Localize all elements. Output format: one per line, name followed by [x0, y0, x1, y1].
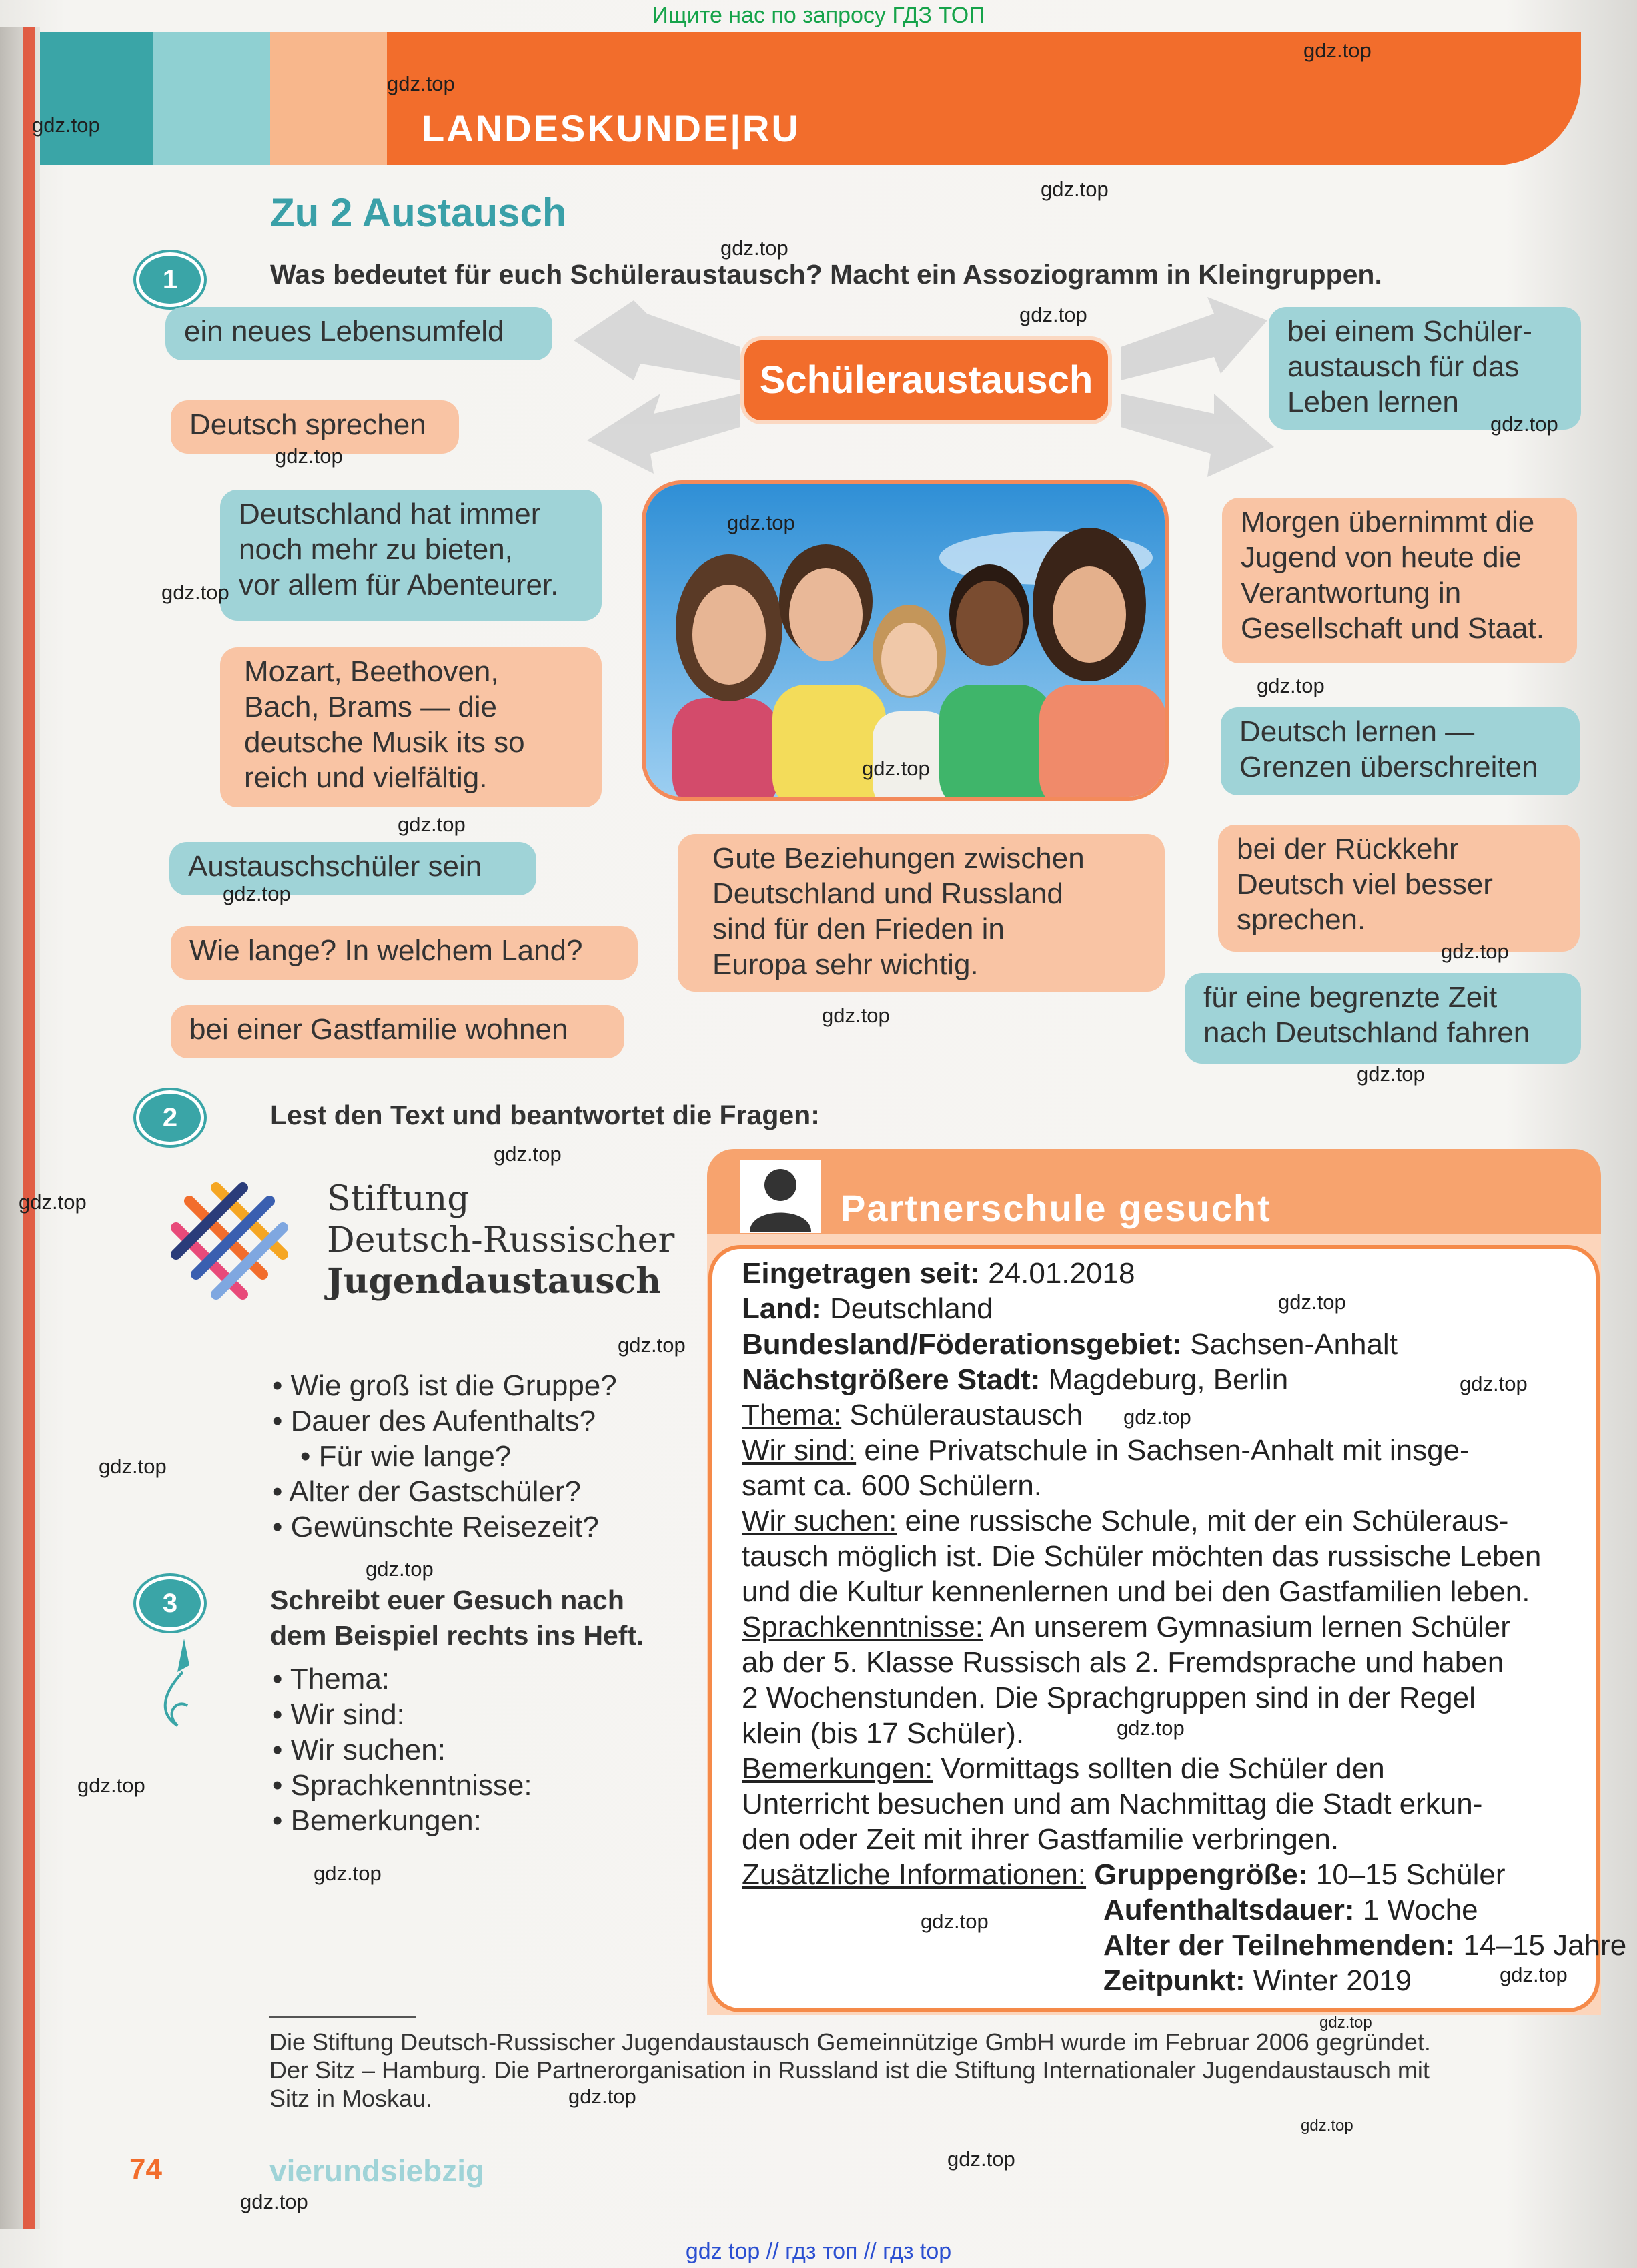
question-item: • Dauer des Aufenthalts? [272, 1403, 617, 1439]
watermark: gdz.top [1278, 1290, 1346, 1314]
template-item: • Bemerkungen: [272, 1803, 532, 1838]
bubble-line: vor allem für Abenteurer. [239, 569, 559, 601]
field-label: Land: [742, 1292, 822, 1325]
footnote-line: Der Sitz – Hamburg. Die Partnerorganisation in Russland ist die Stiftung Internationaler Jugendaustausch mit [269, 2056, 1430, 2084]
bubble-line: austausch für das [1287, 350, 1520, 383]
bubble-begrenzte-zeit [1185, 973, 1581, 1064]
field-value: Deutschland [830, 1292, 993, 1325]
card-title: Partnerschule gesucht [841, 1187, 1271, 1229]
bubble-line: sind für den Frieden in [712, 913, 1005, 946]
banner-peach-block [270, 32, 387, 165]
field-value: An unserem Gymnasium lernen Schüler [989, 1611, 1510, 1643]
arrow-up-left [574, 300, 740, 380]
watermark: gdz.top [494, 1142, 562, 1166]
task-1-badge: 1 [136, 252, 204, 307]
watermark: gdz.top [1500, 1963, 1568, 1986]
card-row-bemerkungen-cont: den oder Zeit mit ihrer Gastfamilie verbringen. [742, 1823, 1339, 1856]
bubble-wie-lange [171, 926, 638, 980]
bubble-mozart [220, 647, 602, 807]
template-item: • Wir sind: [272, 1697, 532, 1732]
watermark: gdz.top [314, 1862, 382, 1885]
card-row-wirsuchen-cont: und die Kultur kennenlernen und bei den Gastfamilien leben. [742, 1575, 1530, 1608]
task-2-instruction: Lest den Text und beantwortet die Fragen: [270, 1100, 820, 1130]
logo-line: Deutsch-Russischer [327, 1220, 675, 1260]
watermark: gdz.top [1460, 1372, 1528, 1395]
bubble-line: bei der Rückkehr [1237, 833, 1459, 865]
watermark: gdz.top [1357, 1062, 1425, 1086]
field-value: eine russische Schule, mit der ein Schüleraus- [905, 1505, 1509, 1537]
watermark: gdz.top [720, 236, 788, 260]
field-value: eine Privatschule in Sachsen-Anhalt mit insge- [864, 1434, 1470, 1467]
watermark: gdz.top [1490, 412, 1558, 436]
foundation-logo-icon [163, 1174, 296, 1308]
logo-line: Stiftung [327, 1179, 470, 1219]
watermark: gdz.top [947, 2147, 1015, 2171]
question-item: • Wie groß ist die Gruppe? [272, 1368, 617, 1403]
arrow-down-left [587, 394, 740, 474]
task-3-badge: 3 [136, 1576, 204, 1631]
watermark: gdz.top [1019, 303, 1087, 326]
bubble-line: Deutschland hat immer [239, 498, 541, 530]
footnote-line: Sitz in Moskau. [269, 2085, 433, 2112]
instruction-line: dem Beispiel rechts ins Heft. [270, 1620, 644, 1651]
field-label: Gruppengröße: [1094, 1858, 1308, 1891]
watermark: gdz.top [366, 1557, 434, 1581]
bubble-line: noch mehr zu bieten, [239, 533, 513, 566]
watermark: gdz.top [568, 2085, 636, 2108]
watermark: gdz.top [77, 1774, 145, 1797]
question-text: Für wie lange? [318, 1440, 512, 1473]
template-item: • Thema: [272, 1661, 532, 1697]
task-2-badge: 2 [136, 1090, 204, 1145]
teenagers-photo [642, 480, 1169, 801]
field-label: Zusätzliche Informationen: [742, 1858, 1087, 1891]
instruction-line: Schreibt euer Gesuch nach [270, 1585, 624, 1615]
bubble-line: nach Deutschland fahren [1203, 1016, 1530, 1049]
watermark: gdz.top [1123, 1405, 1191, 1429]
bubble-line: für eine begrenzte Zeit [1203, 981, 1498, 1014]
field-value: 1 Woche [1362, 1894, 1478, 1926]
field-value: Winter 2019 [1253, 1964, 1412, 1997]
watermark: gdz.top [1441, 939, 1509, 963]
card-row-sprach [742, 1609, 1510, 1645]
card-row-dauer [1103, 1892, 1478, 1928]
bubble-line: Wie lange? In welchem Land? [189, 934, 583, 967]
field-label: Eingetragen seit: [742, 1257, 980, 1290]
watermark: gdz.top [727, 511, 795, 534]
watermark: gdz.top [19, 1190, 87, 1214]
card-row-bemerkungen-cont: Unterricht besuchen und am Nachmittag die Stadt erkun- [742, 1788, 1483, 1820]
card-row-zeit [1103, 1963, 1412, 1998]
field-value: Magdeburg, Berlin [1048, 1363, 1289, 1396]
card-row-wirsuchen [742, 1503, 1508, 1539]
footnote [269, 2028, 1590, 2113]
bubble-line: Leben lernen [1287, 386, 1459, 418]
watermark: gdz.top [921, 1910, 989, 1933]
field-value: Schüleraustausch [849, 1399, 1083, 1431]
spine-stripe [23, 27, 35, 2229]
watermark: gdz.top [275, 444, 343, 468]
field-value: 14–15 Jahre [1463, 1929, 1627, 1962]
bubble-line: Grenzen überschreiten [1239, 751, 1538, 783]
watermark: gdz.top [1041, 177, 1109, 201]
footnote-rule [269, 2016, 416, 2018]
bubble-line: bei einem Schüler- [1287, 315, 1532, 348]
bubble-line: Deutschland und Russland [712, 877, 1063, 910]
bubble-rueckkehr [1218, 825, 1580, 952]
bubble-line: Morgen übernimmt die [1241, 506, 1535, 538]
field-label: Nächstgrößere Stadt: [742, 1363, 1041, 1396]
card-row-eingetragen [742, 1256, 1135, 1291]
bubble-line: Verantwortung in [1241, 577, 1462, 609]
field-label: Bemerkungen: [742, 1752, 933, 1785]
field-value: Sachsen-Anhalt [1190, 1328, 1398, 1361]
bubble-deutschland-bieten [220, 490, 602, 621]
card-row-zusaetzlich [742, 1857, 1505, 1892]
field-label: Bundesland/Föderationsgebiet: [742, 1328, 1183, 1361]
foundation-logo-text [327, 1178, 674, 1302]
bubble-line: Europa sehr wichtig. [712, 948, 979, 981]
card-row-thema [742, 1397, 1083, 1433]
field-value: 10–15 Schüler [1315, 1858, 1506, 1891]
watermark: gdz.top [1303, 39, 1372, 62]
central-concept: Schüleraustausch [744, 340, 1108, 420]
task-2-questions [272, 1368, 617, 1545]
card-row-stadt [742, 1362, 1288, 1397]
bubble-line: Gesellschaft und Staat. [1241, 612, 1544, 645]
card-row-land [742, 1291, 993, 1327]
watermark: gdz.top [1117, 1716, 1185, 1740]
watermark: gdz.top [32, 113, 100, 137]
user-icon [740, 1160, 821, 1233]
bubble-line: ein neues Lebensumfeld [184, 315, 504, 348]
pen-icon [151, 1632, 211, 1732]
page-number-word: vierundsiebzig [269, 2153, 485, 2188]
bubble-leben-lernen [1269, 307, 1581, 430]
card-row-alter [1103, 1928, 1626, 1963]
watermark: gdz.top [223, 882, 291, 905]
bubble-lebensumfeld [165, 307, 552, 360]
field-label: Aufenthaltsdauer: [1103, 1894, 1355, 1926]
banner-teal-block [40, 32, 153, 165]
card-row-sprach-cont: 2 Wochenstunden. Die Sprachgruppen sind in der Regel [742, 1681, 1476, 1714]
page-number: 74 [129, 2153, 162, 2185]
bubble-line: Gute Beziehungen zwischen [712, 842, 1085, 875]
bubble-line: Jugend von heute die [1241, 541, 1522, 574]
header-title: LANDESKUNDE|RU [422, 107, 800, 149]
watermark: gdz.top [398, 813, 466, 836]
question-item: • Alter der Gastschüler? [272, 1474, 617, 1509]
logo-line: Jugendaustausch [327, 1261, 662, 1302]
watermark: gdz.top [822, 1004, 890, 1027]
task-3-instruction [270, 1583, 644, 1653]
bottom-note[interactable]: gdz top // гдз топ // гдз top [685, 2239, 952, 2264]
task-1-instruction: Was bedeutet für euch Schüleraustausch? Macht ein Assoziogramm in Kleingruppen. [270, 259, 1382, 290]
arrow-down-right [1121, 394, 1274, 477]
field-label: Zeitpunkt: [1103, 1964, 1245, 1997]
field-label: Alter der Teilnehmenden: [1103, 1929, 1456, 1962]
bubble-line: reich und vielfältig. [244, 761, 488, 794]
card-row-bundesland [742, 1327, 1398, 1362]
field-value: Vormittags sollten die Schüler den [941, 1752, 1385, 1785]
watermark: gdz.top [161, 581, 229, 604]
footnote-line: Die Stiftung Deutsch-Russischer Jugendaustausch Gemeinnützige GmbH wurde im Februar 2006 gegründet. [269, 2028, 1431, 2056]
field-value: 24.01.2018 [988, 1257, 1135, 1290]
top-note[interactable]: Ищите нас по запросу ГДЗ ТОП [652, 3, 985, 28]
field-label: Wir sind: [742, 1434, 857, 1467]
field-label: Thema: [742, 1399, 842, 1431]
watermark: gdz.top [1301, 2117, 1353, 2135]
field-label: Sprachkenntnisse: [742, 1611, 983, 1643]
section-title: Zu 2 Austausch [270, 190, 567, 235]
bubble-gastfamilie [171, 1005, 624, 1058]
bubble-line: sprechen. [1237, 903, 1366, 936]
watermark: gdz.top [240, 2190, 308, 2213]
bubble-beziehungen [678, 834, 1165, 992]
watermark: gdz.top [99, 1455, 167, 1478]
card-row-sprach-cont: ab der 5. Klasse Russisch als 2. Fremdsprache und haben [742, 1646, 1504, 1679]
bubble-line: bei einer Gastfamilie wohnen [189, 1013, 568, 1046]
card-row-wirsind [742, 1433, 1470, 1468]
bubble-line: Deutsch lernen — [1239, 715, 1475, 748]
bubble-line: deutsche Musik its so [244, 726, 525, 759]
card-row-wirsuchen-cont: tausch möglich ist. Die Schüler möchten das russische Leben [742, 1540, 1542, 1573]
watermark: gdz.top [1257, 674, 1325, 697]
watermark: gdz.top [387, 72, 455, 95]
banner-light-teal-block [153, 32, 270, 165]
card-row-bemerkungen [742, 1751, 1385, 1786]
watermark: gdz.top [618, 1333, 686, 1357]
bubble-grenzen [1221, 707, 1580, 795]
watermark: gdz.top [1319, 2014, 1372, 2032]
bubble-verantwortung [1222, 498, 1577, 663]
bubble-line: Deutsch viel besser [1237, 868, 1493, 901]
bubble-line: Austauschschüler sein [188, 850, 482, 883]
question-item: • Gewünschte Reisezeit? [272, 1509, 617, 1545]
card-row-wirsind-cont: samt ca. 600 Schülern. [742, 1469, 1043, 1502]
field-label: Wir suchen: [742, 1505, 897, 1537]
bubble-line: Deutsch sprechen [189, 408, 426, 441]
question-item [272, 1439, 617, 1474]
task-3-items [272, 1661, 532, 1838]
bubble-line: Mozart, Beethoven, [244, 655, 499, 688]
template-item: • Sprachkenntnisse: [272, 1768, 532, 1803]
bubble-line: Bach, Brams — die [244, 691, 498, 723]
card-row-sprach-cont: klein (bis 17 Schüler). [742, 1717, 1025, 1750]
template-item: • Wir suchen: [272, 1732, 532, 1768]
arrow-up-right [1121, 297, 1267, 380]
watermark: gdz.top [862, 757, 930, 780]
